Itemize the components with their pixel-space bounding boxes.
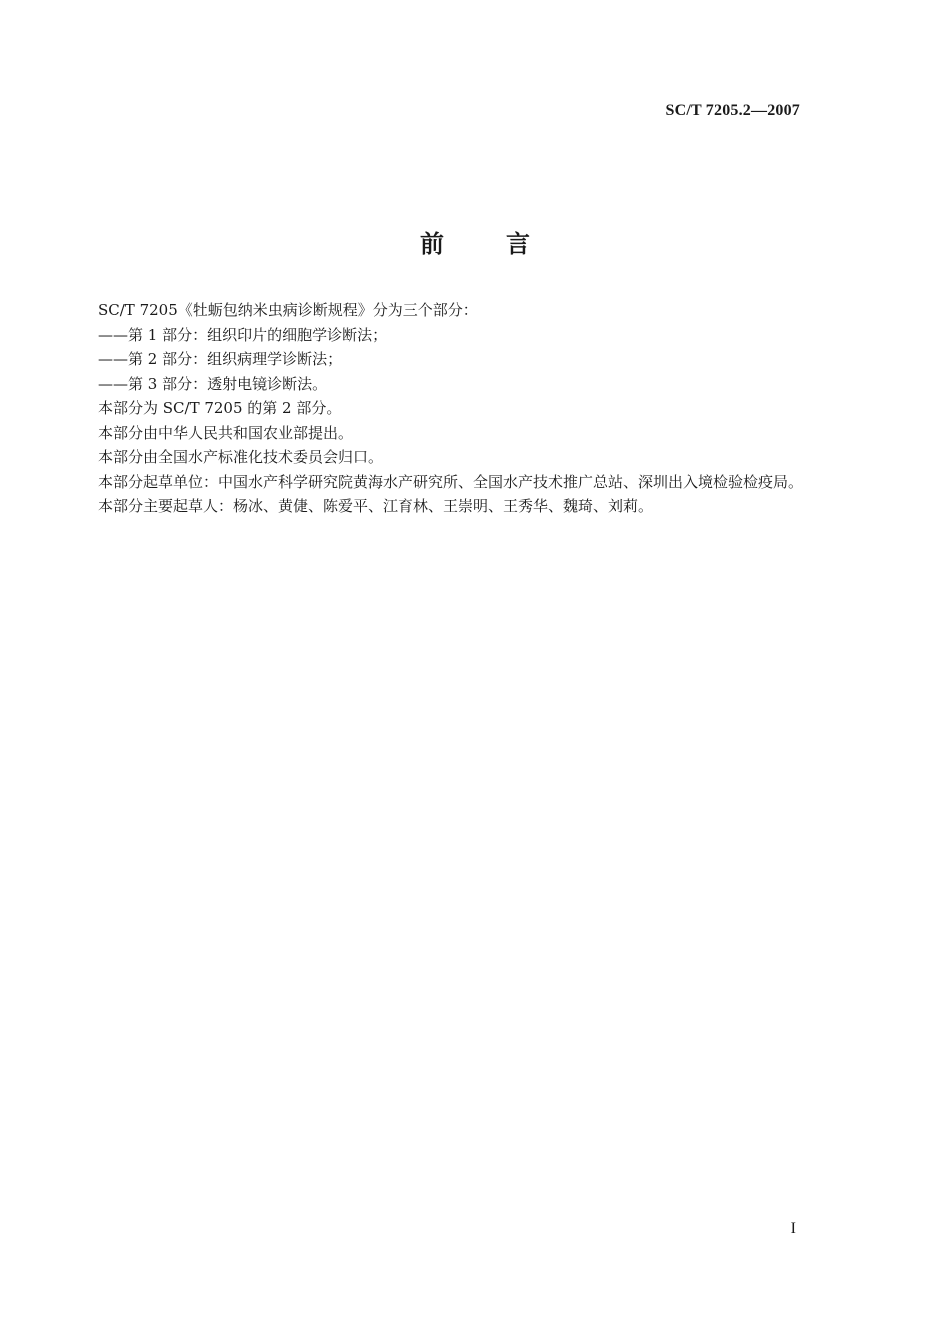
page-title-char-2: 言 xyxy=(506,230,530,258)
paragraph-part-1: ——第 1 部分：组织印片的细胞学诊断法； xyxy=(98,325,388,344)
paragraph-structure: SC/T 7205《牡蛎包纳米虫病诊断规程》分为三个部分： xyxy=(98,301,478,319)
page-title xyxy=(0,224,950,259)
paragraph-centralized-by: 本部分由全国水产标准化技术委员会归口。 xyxy=(98,448,384,466)
paragraph-drafting-units: 本部分起草单位：中国水产科学研究院黄海水产研究所、全国水产技术推广总站、深圳出入境检验检疫局。 xyxy=(98,472,804,491)
paragraph-this-part: 本部分为 SC/T 7205 的第 2 部分。 xyxy=(98,399,342,417)
standard-code: SC/T 7205.2—2007 xyxy=(665,102,800,119)
paragraph-part-3: ——第 3 部分：透射电镜诊断法。 xyxy=(98,374,328,393)
paragraph-drafters: 本部分主要起草人：杨冰、黄倢、陈爱平、江育林、王崇明、王秀华、魏琦、刘莉。 xyxy=(98,497,654,515)
foreword-body xyxy=(65,298,805,519)
page-title-char-1: 前 xyxy=(420,230,444,258)
page-number: I xyxy=(790,1220,796,1237)
paragraph-proposed-by: 本部分由中华人民共和国农业部提出。 xyxy=(98,423,354,442)
paragraph-part-2: ——第 2 部分：组织病理学诊断法； xyxy=(98,350,343,368)
